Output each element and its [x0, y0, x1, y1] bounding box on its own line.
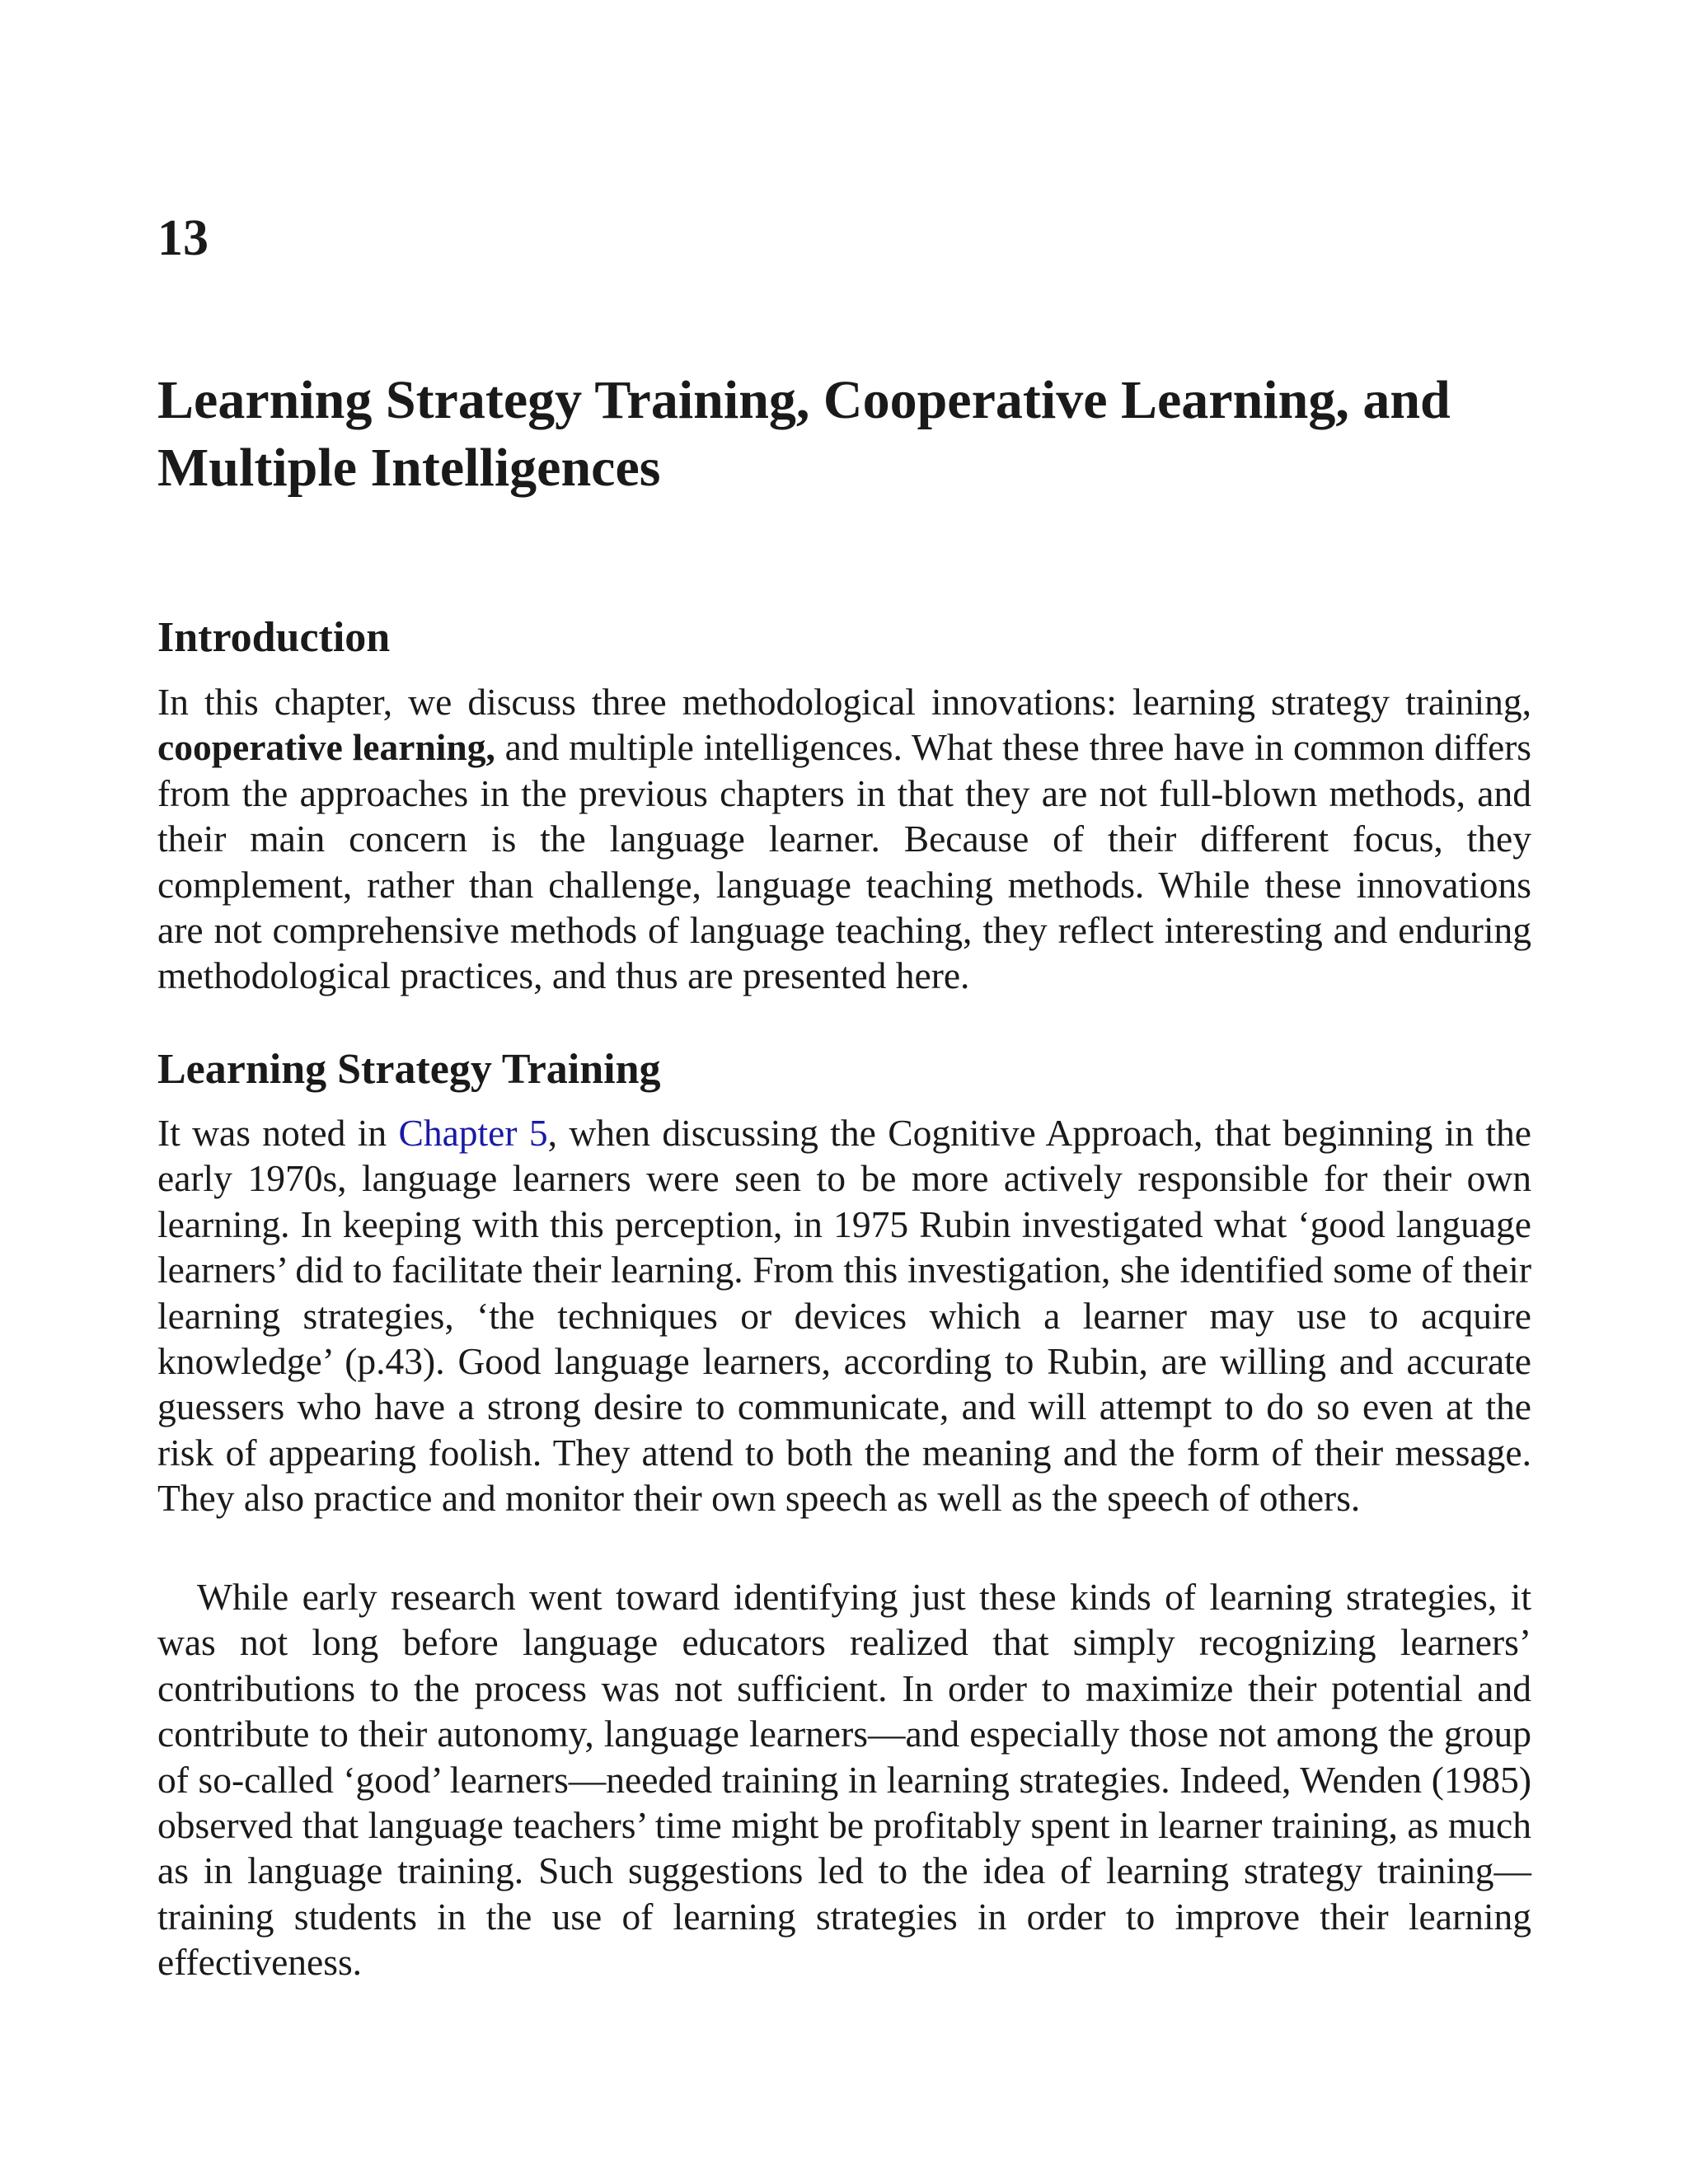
cooperative-learning-term: cooperative learning,	[157, 726, 495, 769]
chapter-5-link[interactable]: Chapter 5	[398, 1112, 548, 1154]
introduction-paragraph	[157, 679, 1531, 999]
paragraph-1-text-end: , when discussing the Cognitive Approach, that beginning in the early 1970s, language learners were seen to be more actively responsible for their own learning. In keeping with this perception, in 1975 Rubin investigated what ‘good language learners’ did to facilitate their learning. From this investigation, she identified some of their learning strategies, ‘the techniques or devices which a learner may use to acquire knowledge’ (p.43). Good language learners, according to Rubin, are willing and accurate guessers who have a strong desire to communicate, and will attempt to do so even at the risk of appearing foolish. They attend to both the meaning and the form of their message. They also practice and monitor their own speech as well as the speech of others.	[157, 1112, 1531, 1520]
introduction-text-end: and multiple intelligences. What these three have in common differs from the approaches in the previous chapters in that they are not full-blown methods, and their main concern is the language learner. Because of their different focus, they complement, rather than challenge, language teaching methods. While these innovations are not comprehensive methods of language teaching, they reflect interesting and enduring methodological practices, and thus are presented here.	[157, 726, 1532, 997]
chapter-number: 13	[157, 210, 209, 266]
introduction-text-start: In this chapter, we discuss three methodological innovations: learning strategy training,	[157, 681, 1531, 723]
learning-strategy-training-heading: Learning Strategy Training	[157, 1046, 661, 1093]
learning-strategy-paragraph-1	[157, 1110, 1531, 1521]
introduction-heading: Introduction	[157, 614, 391, 661]
chapter-title: Learning Strategy Training, Cooperative Learning, and Multiple Intelligences	[157, 370, 1451, 498]
paragraph-1-text-start: It was noted in	[157, 1112, 399, 1154]
learning-strategy-paragraph-2: While early research went toward identifying just these kinds of learning strategies, it was not long before language educators realized that simply recognizing learners’ contributions to the process was not sufficient. In order to maximize their potential and contribute to their autonomy, language learners—and especially those not among the group of so-called ‘good’ learners—needed training in learning strategies. Indeed, Wenden (1985) observed that language teachers’ time might be profitably spent in learner training, as much as in language training. Such suggestions led to the idea of learning strategy training—training students in the use of learning strategies in order to improve their learning effectiveness.	[157, 1576, 1531, 1984]
